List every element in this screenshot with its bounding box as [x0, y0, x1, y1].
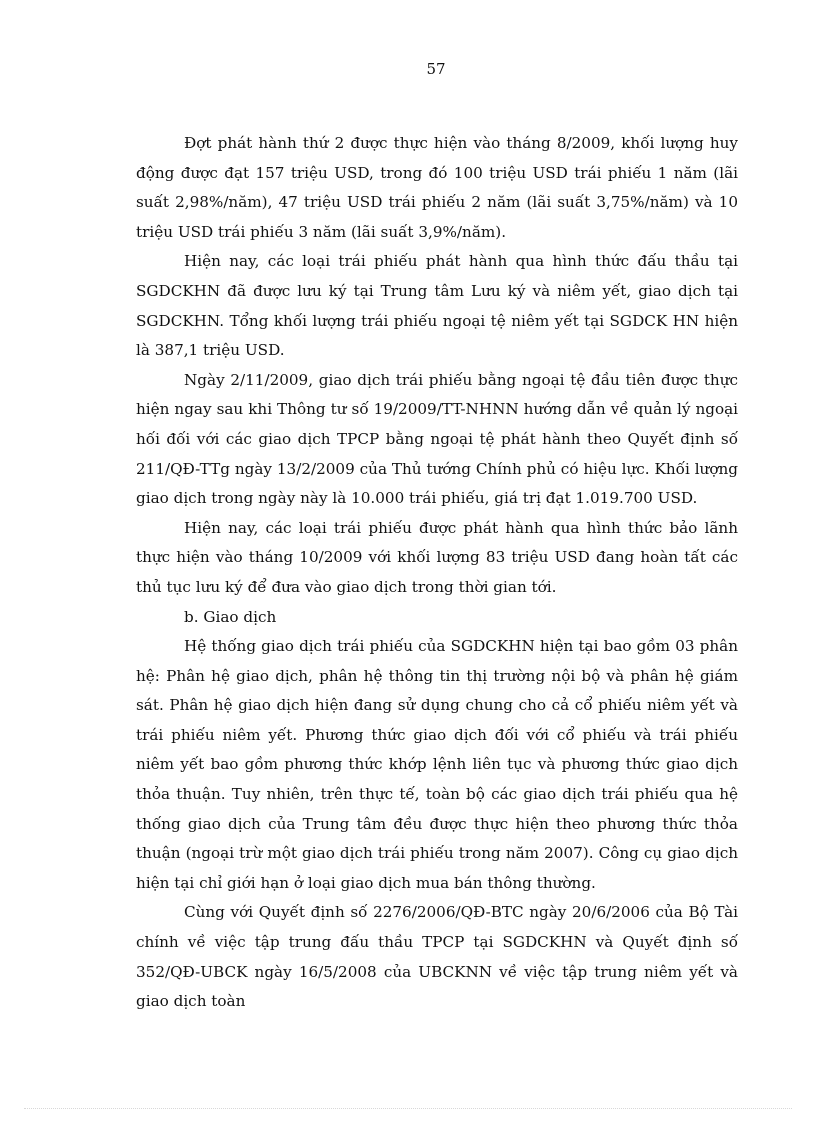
paragraph-first-fx-trade: Ngày 2/11/2009, giao dịch trái phiếu bằng ngoại tệ đầu tiên được thực hiện ngay sau khi Thông tư số 19/2009/TT-NHNN hướng dẫn về quản lý ngoại hối đối với các giao dịch TPCP bằng ngoại tệ phát hành theo Quyết định số 211/QĐ-TTg ngày 13/2/2009 của Thủ tướng Chính phủ có hiệu lực. Khối lượng giao dịch trong ngày này là 10.000 trái phiếu, giá trị đạt 1.019.700 USD. — [136, 370, 738, 508]
paragraph-trading-system: Hệ thống giao dịch trái phiếu của SGDCKHN hiện tại bao gồm 03 phân hệ: Phân hệ giao dịch, phân hệ thông tin thị trường nội bộ và phân hệ giám sát. Phân hệ giao dịch hiện đang sử dụng chung cho cả cổ phiếu niêm yết và trái phiếu niêm yết. Phương thức giao dịch đối với cổ phiếu và trái phiếu niêm yết bao gồm phương thức khớp lệnh liên tục và phương thức giao dịch thỏa thuận. Tuy nhiên, trên thực tế, toàn bộ các giao dịch trái phiếu qua hệ thống giao dịch của Trung tâm đều được thực hiện theo phương thức thỏa thuận (ngoại trừ một giao dịch trái phiếu trong năm 2007). Công cụ giao dịch hiện tại chỉ giới hạn ở loại giao dịch mua bán thông thường. — [136, 637, 738, 892]
footer-divider — [24, 1108, 792, 1109]
page-number: 57 — [426, 60, 446, 78]
paragraph-issuance-round-2: Đợt phát hành thứ 2 được thực hiện vào tháng 8/2009, khối lượng huy động được đạt 157 triệu USD, trong đó 100 triệu USD trái phiếu 1 năm (lãi suất 2,98%/năm), 47 triệu USD trái phiếu 2 năm (lãi suất 3,75%/năm) và 10 triệu USD trái phiếu 3 năm (lãi suất 3,9%/năm). — [136, 134, 738, 241]
body-text — [136, 129, 738, 1017]
section-heading-trading: b. Giao dịch — [184, 607, 277, 626]
paragraph-decision-2276: Cùng với Quyết định số 2276/2006/QĐ-BTC ngày 20/6/2006 của Bộ Tài chính về việc tập trung đấu thầu TPCP tại SGDCKHN và Quyết định số 352/QĐ-UBCK ngày 16/5/2008 của UBCKNN về việc tập trung niêm yết và giao dịch toàn — [136, 903, 738, 1011]
paragraph-auction-bonds: Hiện nay, các loại trái phiếu phát hành qua hình thức đấu thầu tại SGDCKHN đã được lưu ký tại Trung tâm Lưu ký và niêm yết, giao dịch tại SGDCKHN. Tổng khối lượng trái phiếu ngoại tệ niêm yết tại SGDCK HN hiện là 387,1 triệu USD. — [136, 252, 738, 360]
paragraph-underwritten-bonds: Hiện nay, các loại trái phiếu được phát hành qua hình thức bảo lãnh thực hiện vào tháng 10/2009 với khối lượng 83 triệu USD đang hoàn tất các thủ tục lưu ký để đưa vào giao dịch trong thời gian tới. — [136, 518, 738, 596]
